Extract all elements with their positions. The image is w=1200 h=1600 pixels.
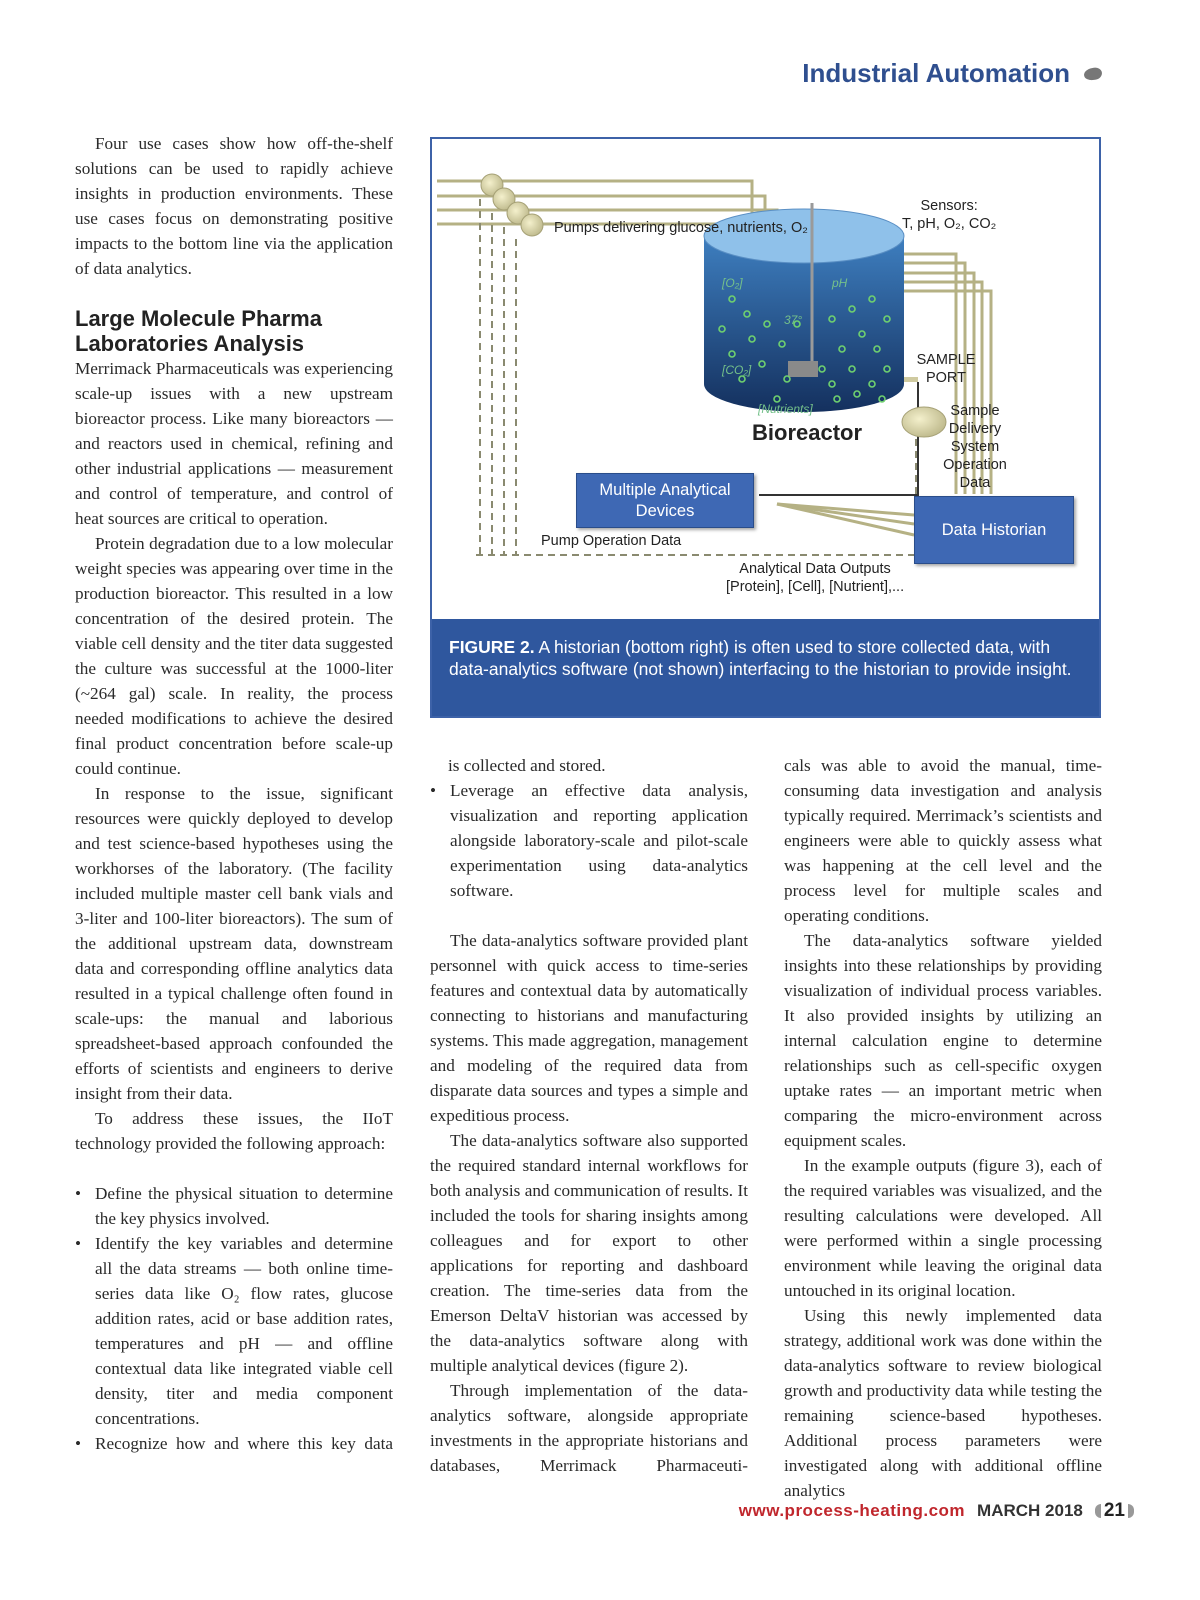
body-paragraph: The data-analytics software provided plant personnel with quick access to time-series features and contextual data by automatically connecting to historians and manufacturing systems. This made aggregation, management and modeling of the required data from disparate data sources and types a simple and expeditious process. xyxy=(430,931,748,1125)
body-paragraph: Protein degradation due to a low molecular weight species was appearing over time in the production bioreactor. This resulted in a low concentration of the desired protein. The viable cell density and the titer data suggested the culture was successful at the 1000-liter (~264 gal) scale. In reality, the process needed modifications to achieve the desired final product concentration before scale-up could continue. xyxy=(75,534,393,778)
figure-caption xyxy=(432,619,1099,716)
analytical-devices-box: Multiple Analytical Devices xyxy=(576,473,754,528)
section-heading: Large Molecule Pharma Laboratories Analysis xyxy=(75,306,322,356)
body-paragraph: The data-analytics software yielded insights into these relationships by providing visualization of individual process variables. It also provided insights by utilizing an internal calculation engine to determine relationships such as cell-specific oxygen uptake rates — an important metric when comparing the micro-environment across equipment scales. xyxy=(784,931,1102,1150)
approach-list xyxy=(75,1181,393,1456)
left-column xyxy=(75,131,393,1456)
pumps-label: Pumps delivering glucose, nutrients, O₂ xyxy=(554,220,808,236)
co2-label: [CO₂] xyxy=(722,363,752,377)
body-paragraph: In response to the issue, significant resources were quickly deployed to develop and test science-based hypotheses using the workhorses of the laboratory. (The facility included multiple master cell bank vials and 3-liter and 100-liter bioreactors). The sum of the additional upstream data, downstream data and corresponding offline analytics data resulted in a typical challenge often found in scale-ups: the manual and laborious spreadsheet-based approach confounded the efforts of scientists and engineers to derive insight from their data. xyxy=(75,784,393,1103)
sensors-label xyxy=(902,197,996,233)
section-marker-icon xyxy=(1083,66,1103,81)
body-paragraph: cals was able to avoid the manual, time-consuming data investigation and analysis typically required. Merrimack’s scientists and engineers were able to quickly assess what was happening at the cell level and the process level for multiple scales and operating conditions. xyxy=(784,756,1102,925)
sensors-label-line: Sensors: xyxy=(920,198,978,214)
body-paragraph: Using this newly implemented data strategy, additional work was done within the data-analytics software to review biological growth and productivity data while testing the remaining science-based hypotheses. Additional process parameters were investigated along with additional offline analytics xyxy=(784,1306,1102,1500)
list-item: • Define the physical situation to determine the key physics involved. xyxy=(75,1181,393,1231)
body-paragraph: To address these issues, the IIoT technology provided the following approach: xyxy=(75,1109,393,1153)
outputs-label-line: [Protein], [Cell], [Nutrient],... xyxy=(726,579,905,595)
ph-label: pH xyxy=(832,276,848,290)
o2-label: [O₂] xyxy=(722,276,743,290)
body-paragraph: In the example outputs (figure 3), each of the required variables was visualized, and the resulting calculations were developed. All were performed within a single processing environment while leaving the original data untouched in its original location. xyxy=(784,1156,1102,1300)
page-number-text: 21 xyxy=(1103,1500,1125,1521)
sample-port-label: SAMPLE PORT xyxy=(916,352,976,386)
temperature-label: 37° xyxy=(784,313,803,327)
page-number xyxy=(1095,1500,1134,1522)
intro-paragraph: Four use cases show how off-the-shelf solutions can be used to rapidly achieve insights in production environments. These use cases focus on demonstrating positive impacts to the bottom line via the application of data analytics. xyxy=(75,134,393,278)
list-item: • Leverage an effective data analysis, visualization and reporting application alongside laboratory-scale and pilot-scale experimentation using data-analytics software. xyxy=(430,778,748,903)
figure-2 xyxy=(430,137,1101,718)
outputs-label xyxy=(726,560,904,596)
pump-icons xyxy=(481,174,543,236)
middle-column xyxy=(430,753,748,1478)
sample-delivery-label: Sample Delivery System Operation Data xyxy=(943,403,1007,491)
body-paragraph: The data-analytics software also supported the required standard internal workflows for both analysis and communication of results. It included the tools for sharing insights among colleagues and for export to other applications for reporting and dashboard creation. The time-series data from the Emerson DeltaV historian was accessed by the data-analytics software along with multiple analytical devices (figure 2). xyxy=(430,1131,748,1375)
list-item: • Recognize how and where this key data xyxy=(75,1431,393,1456)
caption-label: FIGURE 2. xyxy=(449,637,535,657)
bioreactor-label: Bioreactor xyxy=(752,420,863,445)
page-marker-left-icon xyxy=(1095,1504,1101,1518)
body-paragraph: Through implementation of the data-analytics software, alongside appropriate investments in the appropriate historians and databases, Merrimack Pharmaceuti- xyxy=(430,1381,748,1475)
nutrients-label: [Nutrients] xyxy=(758,402,813,416)
right-column xyxy=(784,753,1102,1503)
website-link[interactable]: www.process-heating.com xyxy=(738,1501,966,1520)
body-paragraph: Merrimack Pharmaceuticals was experiencing scale-up issues with a new upstream bioreactor process. Like many bioreactors — and reactors used in chemical, refining and other industrial applications — measurement and control of temperature, and control of heat sources are critical to operation. xyxy=(75,359,393,528)
page-marker-right-icon xyxy=(1128,1504,1134,1518)
page-footer xyxy=(739,1500,1134,1522)
sensors-label-line: T, pH, O₂, CO₂ xyxy=(902,216,997,232)
running-header xyxy=(802,58,1102,89)
outputs-label-line: Analytical Data Outputs xyxy=(739,561,891,577)
pump-data-label: Pump Operation Data xyxy=(541,533,682,549)
caption-text: A historian (bottom right) is often used to store collected data, with data-analytics software (not shown) interfacing to the historian to provide insight. xyxy=(449,637,1072,679)
list-item: • Identify the key variables and determine all the data streams — both online time-series data like O₂ flow rates, glucose addition rates, acid or base addition rates, temperatures and pH — and offline contextual data like integrated viable cell density, titer and media component concentrations. xyxy=(75,1231,393,1431)
list-item-continuation: is collected and stored. xyxy=(448,756,606,775)
data-historian-box: Data Historian xyxy=(914,496,1074,564)
issue-date: MARCH 2018 xyxy=(977,1501,1083,1520)
section-title: Industrial Automation xyxy=(802,58,1070,88)
